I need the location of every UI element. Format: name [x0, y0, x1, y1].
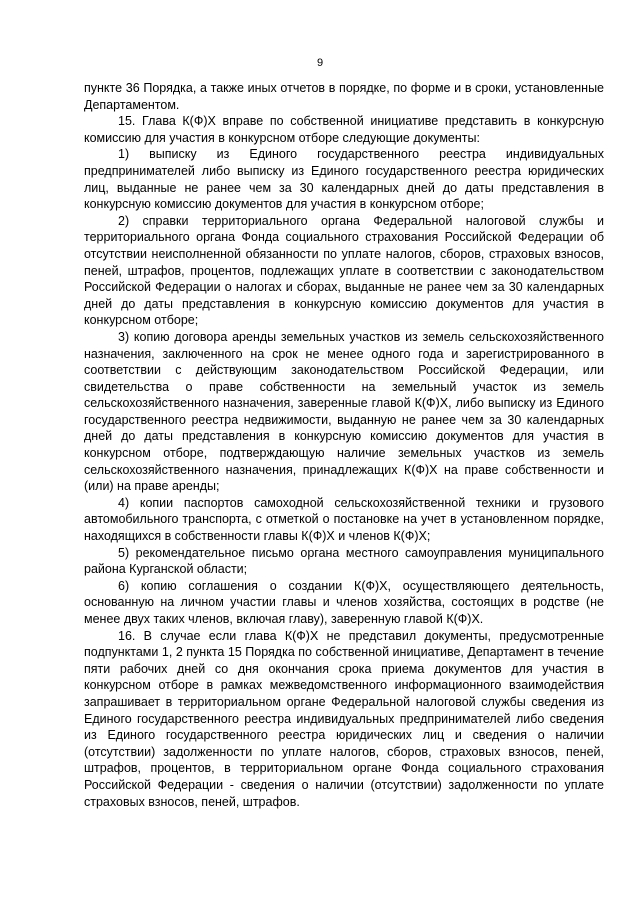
- paragraph-15: 15. Глава К(Ф)Х вправе по собственной инициативе представить в конкурсную комиссию для участия в конкурсном отборе следующие документы:: [84, 114, 604, 145]
- paragraph-15-item-2: 2) справки территориального органа Федеральной налоговой службы и территориального органа Фонда социального страхования Российской Федерации об отсутствии неисполненной обязанности по уплате налогов, сборов, страховых взносов, пеней, штрафов, процентов, подлежащих уплате в соответствии с законодательством Российской Федерации о налогах и сборах, выданные не ранее чем за 30 календарных дней до даты представления в конкурсную комиссию документов для участия в конкурсном отборе;: [84, 213, 604, 328]
- page-number: 9: [316, 57, 324, 69]
- paragraph-15-item-6: 6) копию соглашения о создании К(Ф)Х, осуществляющего деятельность, основанную на личном участии главы и членов хозяйства, состоящих в родстве (не менее двух таких членов, включая главу), заверенную главой К(Ф)Х.: [84, 578, 604, 626]
- paragraph-continuation: пункте 36 Порядка, а также иных отчетов в порядке, по форме и в сроки, установленные Департаментом.: [84, 81, 604, 112]
- paragraph-15-item-5: 5) рекомендательное письмо органа местного самоуправления муниципального района Курганской области;: [84, 545, 604, 577]
- paragraph-15-item-3: 3) копию договора аренды земельных участков из земель сельскохозяйственного назначения, заключенного на срок не менее одного года и зарегистрированного в соответствии с действующим законодательством Российской Федерации, или свидетельства о праве собственности на земельный участок из земель сельскохозяйственного назначения, заверенные главой К(Ф)Х, либо выписку из Единого государственного реестра недвижимости, выданную не ранее чем за 30 календарных дней до даты представления в конкурсную комиссию документов для участия в конкурсном отборе, подтверждающую наличие земельных участков из земель сельскохозяйственного назначения, принадлежащих К(Ф)Х на праве собственности и (или) на праве аренды;: [84, 329, 604, 494]
- paragraph-15-item-4: 4) копии паспортов самоходной сельскохозяйственной техники и грузового автомобильного транспорта, с отметкой о постановке на учет в установленном порядке, находящихся в собственности главы К(Ф)Х и членов К(Ф)Х;: [84, 495, 604, 544]
- paragraph-16: 16. В случае если глава К(Ф)Х не представил документы, предусмотренные подпунктами 1, 2 пункта 15 Порядка по собственной инициативе, Департамент в течение пяти рабочих дней со дня окончания срока приема документов для участия в конкурсном отборе в рамках межведомственного информационного взаимодействия запрашивает в территориальном органе Федеральной налоговой службы сведения из Единого государственного реестра индивидуальных предпринимателей либо сведения из Единого государственного реестра юридических лиц и сведения о наличии (отсутствии) задолженности по уплате налогов, сборов, страховых взносов, пеней, штрафов, процентов, в территориальном органе Фонда социального страхования Российской Федерации - сведения о наличии (отсутствии) задолженности по уплате страховых взносов, пеней, штрафов.: [84, 628, 604, 809]
- paragraph-15-item-1: 1) выписку из Единого государственного реестра индивидуальных предпринимателей либо выписку из Единого государственного реестра юридических лиц, выданные не ранее чем за 30 календарных дней до даты представления в конкурсную комиссию документов для участия в конкурсном отборе;: [84, 147, 604, 212]
- document-body: [84, 80, 604, 810]
